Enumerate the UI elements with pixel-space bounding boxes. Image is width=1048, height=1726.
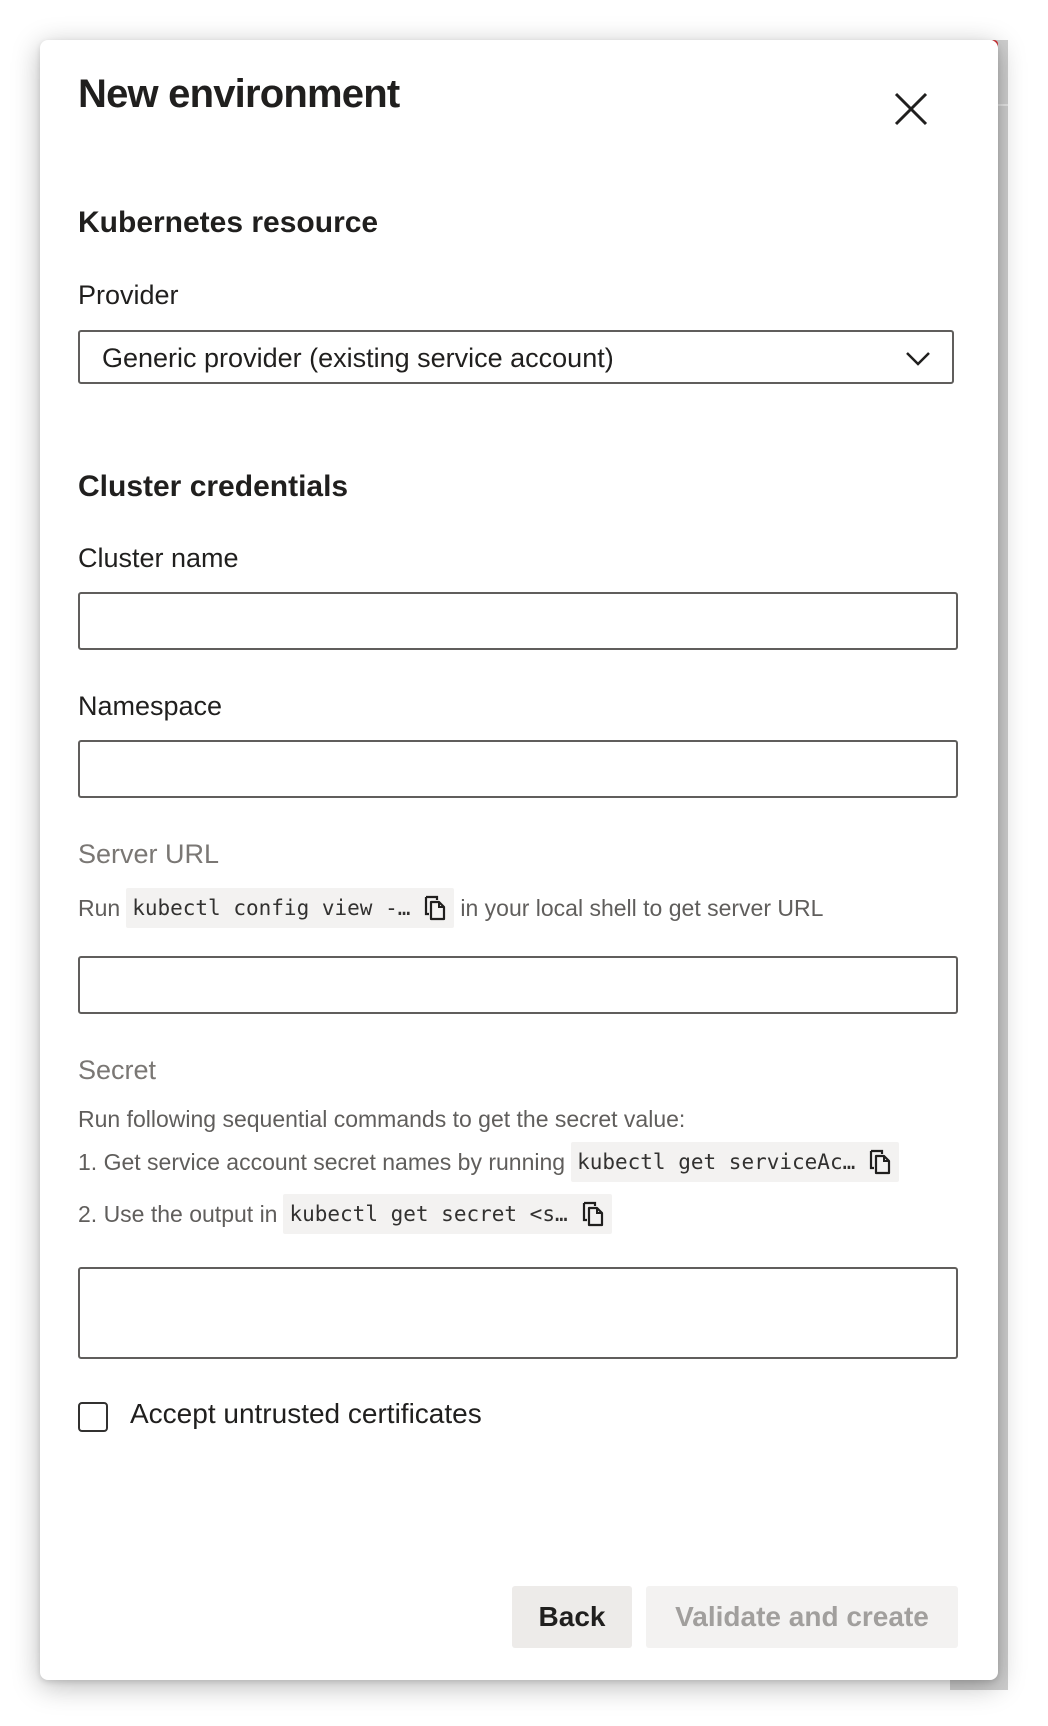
chevron-down-icon xyxy=(904,346,932,370)
cluster-credentials-heading: Cluster credentials xyxy=(78,470,349,503)
server-url-command: kubectl config view -… xyxy=(132,896,411,920)
validate-and-create-button[interactable]: Validate and create xyxy=(646,1586,958,1648)
provider-selected-value: Generic provider (existing service account) xyxy=(102,343,614,373)
secret-step-1-command-chip xyxy=(571,1142,899,1182)
provider-label: Provider xyxy=(78,280,179,310)
server-url-command-chip xyxy=(126,888,454,928)
accept-untrusted-label: Accept untrusted certificates xyxy=(130,1398,482,1429)
accept-untrusted-checkbox[interactable] xyxy=(78,1402,108,1432)
server-url-help xyxy=(78,888,823,928)
secret-step-2-command: kubectl get secret <s… xyxy=(289,1202,568,1226)
kubernetes-resource-heading: Kubernetes resource xyxy=(78,206,379,239)
close-icon xyxy=(886,84,936,134)
secret-step-1-text: 1. Get service account secret names by running xyxy=(78,1148,566,1175)
copy-icon[interactable] xyxy=(422,894,448,922)
secret-step-2-text: 2. Use the output in xyxy=(78,1200,278,1227)
server-url-help-prefix: Run xyxy=(78,894,121,921)
secret-step-2 xyxy=(78,1194,618,1234)
close-button[interactable] xyxy=(886,84,936,134)
copy-icon[interactable] xyxy=(580,1200,606,1228)
secret-step-1-command: kubectl get serviceAc… xyxy=(577,1150,856,1174)
cluster-name-label: Cluster name xyxy=(78,543,239,573)
server-url-label: Server URL xyxy=(78,839,220,869)
back-button[interactable]: Back xyxy=(512,1586,632,1648)
copy-icon[interactable] xyxy=(867,1148,893,1176)
dialog-title: New environment xyxy=(78,72,400,116)
namespace-input[interactable] xyxy=(78,740,958,798)
secret-help-intro: Run following sequential commands to get the secret value: xyxy=(78,1106,686,1132)
secret-step-2-command-chip xyxy=(283,1194,611,1234)
cluster-name-input[interactable] xyxy=(78,592,958,650)
secret-textarea[interactable] xyxy=(78,1267,958,1359)
namespace-label: Namespace xyxy=(78,691,223,721)
secret-step-1 xyxy=(78,1142,905,1182)
server-url-input[interactable] xyxy=(78,956,958,1014)
new-environment-dialog xyxy=(40,40,998,1680)
provider-select[interactable] xyxy=(78,330,954,384)
secret-label: Secret xyxy=(78,1055,157,1085)
server-url-help-suffix: in your local shell to get server URL xyxy=(460,894,824,921)
